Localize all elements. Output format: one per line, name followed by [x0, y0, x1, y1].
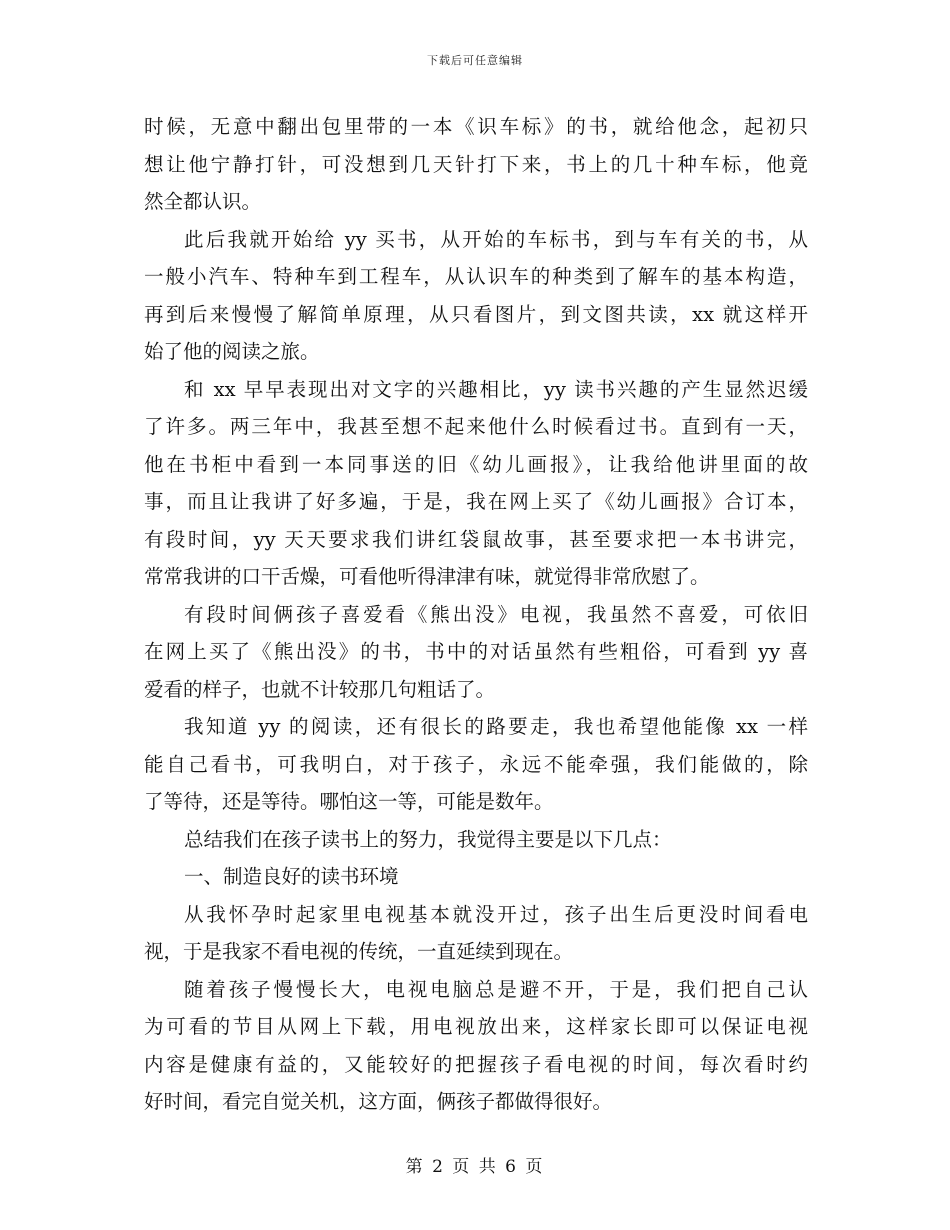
text-line: 好时间，看完自觉关机，这方面，俩孩子都做得很好。 [144, 1090, 613, 1113]
text-line: 能自己看书，可我明白，对于孩子，永远不能牵强，我们能做的，除 [144, 752, 808, 776]
text-line: 时候，无意中翻出包里带的一本《识车标》的书，就给他念，起初只 [144, 115, 808, 138]
text-line: 有段时间俩孩子喜爱看《熊出没》电视，我虽然不喜爱，可依旧 [184, 602, 808, 626]
text-line: 常常我讲的口干舌燥，可看他听得津津有味，就觉得非常欣慰了。 [144, 565, 710, 588]
text-line: 有段时间，yy 天天要求我们讲红袋鼠故事，甚至要求把一本书讲完， [144, 527, 808, 551]
text-line: 然全都认识。 [144, 190, 262, 213]
text-line: 和 xx 早早表现出对文字的兴趣相比，yy 读书兴趣的产生显然迟缓 [184, 377, 808, 401]
text-line: 总结我们在孩子读书上的努力，我觉得主要是以下几点： [184, 827, 672, 851]
text-line: 他在书柜中看到一本同事送的旧《幼儿画报》，让我给他讲里面的故 [144, 452, 808, 476]
text-line: 在网上买了《熊出没》的书，书中的对话虽然有些粗俗，可看到 yy 喜 [144, 640, 808, 663]
text-line: 此后我就开始给 yy 买书，从开始的车标书，到与车有关的书，从 [184, 227, 808, 251]
page-number: 第 2 页 共 6 页 [405, 1157, 545, 1177]
text-line: 再到后来慢慢了解简单原理，从只看图片，到文图共读，xx 就这样开 [144, 302, 808, 326]
document-body [144, 108, 808, 1121]
text-line: 视，于是我家不看电视的传统，一直延续到现在。 [144, 940, 574, 963]
text-line: 内容是健康有益的，又能较好的把握孩子看电视的时间，每次看时约 [144, 1052, 808, 1076]
text-line: 从我怀孕时起家里电视基本就没开过，孩子出生后更没时间看电 [184, 902, 808, 926]
page-header: 下载后可任意编辑 [427, 54, 523, 67]
text-line: 我知道 yy 的阅读，还有很长的路要走，我也希望他能像 xx 一样 [184, 715, 808, 738]
text-line: 随着孩子慢慢长大，电视电脑总是避不开，于是，我们把自己认 [184, 977, 808, 1001]
text-line: 始了他的阅读之旅。 [144, 340, 320, 363]
text-line: 为可看的节目从网上下载，用电视放出来，这样家长即可以保证电视 [144, 1015, 808, 1038]
text-line: 爱看的样子，也就不计较那几句粗话了。 [144, 677, 496, 701]
text-line: 想让他宁静打针，可没想到几天针打下来，书上的几十种车标，他竟 [144, 152, 808, 176]
text-line: 一、制造良好的读书环境 [184, 865, 399, 888]
text-line: 了等待，还是等待。哪怕这一等，可能是数年。 [144, 790, 554, 813]
text-line: 事，而且让我讲了好多遍，于是，我在网上买了《幼儿画报》合订本， [144, 490, 808, 513]
text-line: 一般小汽车、特种车到工程车，从认识车的种类到了解车的基本构造， [144, 265, 808, 288]
text-line: 了许多。两三年中，我甚至想不起来他什么时候看过书。直到有一天， [144, 415, 808, 438]
